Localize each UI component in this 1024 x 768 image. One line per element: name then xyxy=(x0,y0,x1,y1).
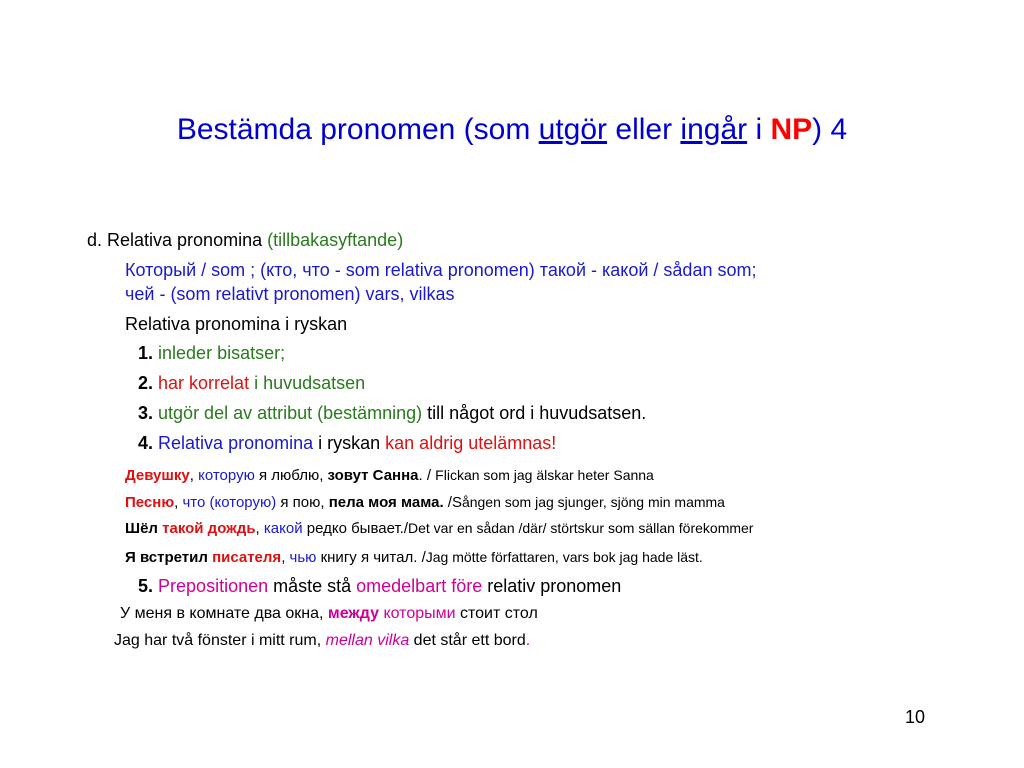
page-number: 10 xyxy=(905,707,926,727)
section-d-heading: d. Relativa pronomina (tillbakasyftande) xyxy=(87,230,404,250)
final-example-swedish: Jag har två fönster i mitt rum, mellan vilka det står ett bord. xyxy=(114,632,531,649)
relativa-heading: Relativa pronomina i ryskan xyxy=(125,314,348,334)
rule-4: 4. Relativa pronomina i ryskan kan aldrig utelämnas! xyxy=(138,433,557,453)
kotory-line-1: Который / som ; (кто, что - som relativa pronomen) такой - какой / sådan som; xyxy=(125,260,757,280)
example-4: Я встретил писателя, чью книгу я читал. /Jag mötte författaren, vars bok jag hade läst. xyxy=(125,549,703,566)
kotory-line-2: чей - (som relativt pronomen) vars, vilkas xyxy=(125,284,455,304)
example-1: Девушку, которую я люблю, зовут Санна. / Flickan som jag älskar heter Sanna xyxy=(125,467,654,484)
title-np: NP xyxy=(770,113,813,146)
example-2: Песню, что (которую) я пою, пела моя мама. /Sången som jag sjunger, sjöng min mamma xyxy=(125,494,725,511)
rule-1: 1. inleder bisatser; xyxy=(138,343,286,363)
slide-title: Bestämda pronomen (som utgör eller ingår i NP) 4 xyxy=(176,113,848,146)
rule-2: 2. har korrelat i huvudsatsen xyxy=(138,373,366,393)
rule-5: 5. Prepositionen måste stå omedelbart före relativ pronomen xyxy=(138,576,622,596)
final-example-russian: У меня в комнате два окна, между которыми стоит стол xyxy=(120,605,538,622)
rule-3: 3. utgör del av attribut (bestämning) till något ord i huvudsatsen. xyxy=(138,403,647,423)
title-link-utgor[interactable]: utgör xyxy=(538,113,608,146)
title-link-ingar[interactable]: ingår xyxy=(680,113,748,146)
example-3: Шёл такой дождь, какой редко бывает./Det var en sådan /där/ störtskur som sällan förekommer xyxy=(125,520,754,537)
